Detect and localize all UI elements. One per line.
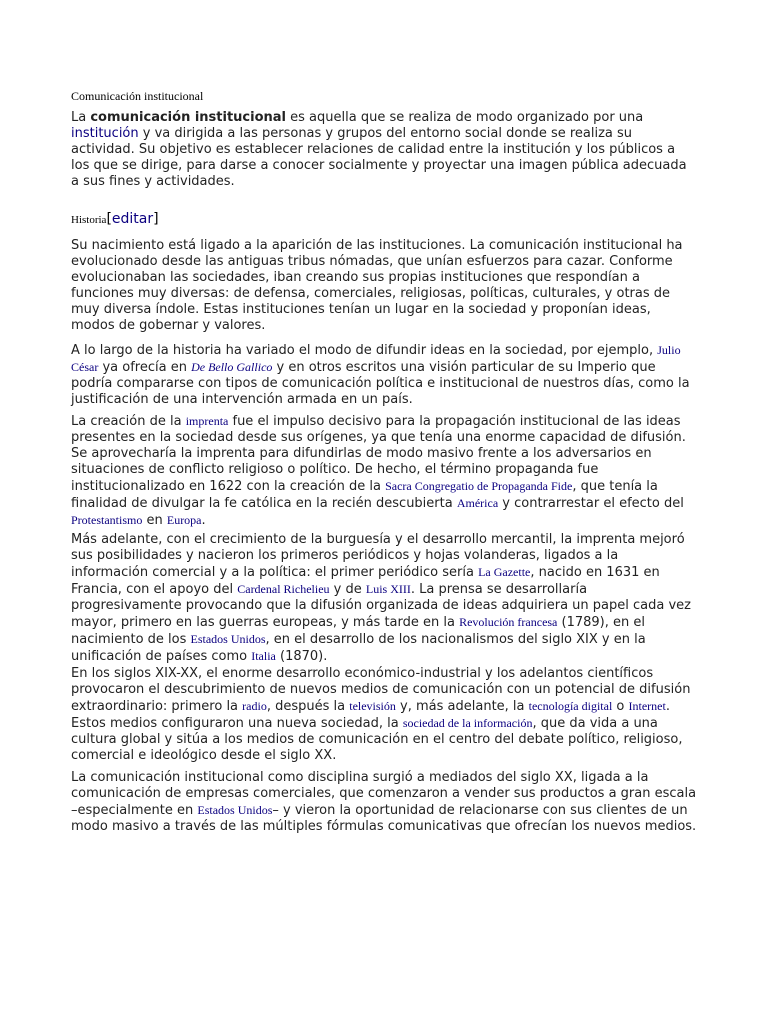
text: , que tenía la finalidad de divulgar la fe católica en la recién descubierta (71, 479, 658, 511)
link-luis-xiii[interactable]: Luis XIII (365, 582, 411, 596)
text: En los siglos XIX-XX, el enorme desarrollo económico-industrial y los adelantos científicos provocaron el descubrimiento de nuevos medios de comunicación con un potencial de difusión extraordinario: primero la (71, 666, 691, 714)
link-sociedad-de-la-informacion[interactable]: sociedad de la información (402, 716, 533, 730)
text: y va dirigida a las personas y grupos del entorno social donde se realiza su actividad. Su objetivo es establecer relaciones de calidad entre la institución y los públicos a los que se dirige, para darse a conocer socialmente y proyectar una imagen pública adecuada a sus fines y actividades. (71, 126, 687, 189)
link-tecnologia-digital[interactable]: tecnología digital (528, 699, 613, 713)
link-radio[interactable]: radio (242, 699, 267, 713)
text: La comunicación institucional como disciplina surgió a mediados del siglo XX, ligada a la comunicación de empresas comerciales, que comenzaron a vender sus productos a gran escala –especialmente en (71, 770, 697, 818)
text: La (71, 110, 91, 125)
document-title: Comunicación institucional (71, 89, 204, 103)
paragraph-3 (71, 413, 697, 529)
link-sacra-congregatio[interactable]: Sacra Congregatio de Propaganda Fide (385, 479, 573, 493)
text: Más adelante, con el crecimiento de la burguesía y el desarrollo mercantil, la imprenta mejoró sus posibilidades y nacieron los primeros periódicos y hojas volanderas, ligados a la información comercial y a la política: el primer periódico sería (71, 532, 685, 580)
paragraph-6 (71, 770, 697, 835)
link-la-gazette[interactable]: La Gazette (478, 565, 531, 579)
section-heading-historia (71, 211, 159, 227)
text: o (612, 699, 629, 714)
link-de-bello-gallico[interactable]: De Bello Gallico (191, 360, 273, 374)
text: . La prensa se desarrollaría progresivamente provocando que la difusión organizada de ideas adquiriera un papel cada vez mayor, primero en las guerras europeas, y más tarde en la (71, 582, 691, 630)
link-imprenta[interactable]: imprenta (185, 414, 229, 428)
text: (1789), en el nacimiento de los (71, 615, 645, 647)
link-italia[interactable]: Italia (251, 649, 276, 663)
link-revolucion-francesa[interactable]: Revolución francesa (459, 615, 558, 629)
text: es aquella que se realiza de modo organizado por una (286, 110, 644, 125)
text: y de (329, 582, 366, 597)
text: ya ofrecía en (98, 360, 192, 375)
link-internet[interactable]: Internet (628, 699, 666, 713)
text: y, más adelante, la (395, 699, 529, 714)
paragraph-1: Su nacimiento está ligado a la aparición de las instituciones. La comunicación institucional ha evolucionado desde las antiguas tribus nómadas, que unían esfuerzos para cazar. Conforme evolucionaban las sociedades, iban creando sus propias instituciones que respondían a funciones muy diversas: de defensa, comerciales, religiosas, políticas, culturales, y otras de muy diversa índole. Estas instituciones tenían un lugar en la sociedad y proponían ideas, modos de gobernar y valores. (71, 238, 683, 333)
paragraph-4 (71, 532, 697, 665)
text: A lo largo de la historia ha variado el modo de difundir ideas en la sociedad, por ejemplo, (71, 343, 658, 358)
text: , en el desarrollo de los nacionalismos del siglo XIX y en la unificación de países como (71, 632, 646, 664)
text: – y vieron la oportunidad de relacionarse con sus clientes de un modo masivo a través de las múltiples fórmulas comunicativas que ofrecían los nuevos medios. (71, 803, 697, 834)
paragraph-5 (71, 666, 697, 764)
intro-paragraph (71, 110, 697, 190)
text: , que da vida a una cultura global y sitúa a los medios de comunicación en el centro del debate político, religioso, comercial e ideológico desde el siglo XX. (71, 716, 683, 763)
link-julio-cesar[interactable]: Julio César (71, 343, 681, 374)
text: , nacido en 1631 en Francia, con el apoyo del (71, 565, 660, 597)
text: La creación de la (71, 414, 186, 429)
section-heading-label: Historia (71, 214, 107, 226)
link-protestantismo[interactable]: Protestantismo (71, 513, 143, 527)
link-television[interactable]: televisión (349, 699, 396, 713)
bracket-open: [ (106, 211, 112, 227)
text: . (201, 513, 206, 528)
link-institucion[interactable]: institución (71, 126, 139, 141)
text: . Estos medios configuraron una nueva sociedad, la (71, 699, 670, 731)
link-america[interactable]: América (456, 496, 499, 510)
text: fue el impulso decisivo para la propagación institucional de las ideas presentes en la sociedad desde sus orígenes, ya que tenía una enorme capacidad de difusión. Se aprovecharía la imprenta para difundirlas de modo masivo frente a los adversarios en situaciones de conflicto religioso o político. De hecho, el término propaganda fue institucionalizado en 1622 con la creación de la (71, 414, 686, 494)
text: y contrarrestar el efecto del (498, 496, 684, 511)
link-estados-unidos[interactable]: Estados Unidos (190, 632, 266, 646)
text: y en otros escritos una visión particular de su Imperio que podría compararse con tipos de comunicación política e institucional de nuestros días, como la justificación de una intervención armada en un país. (71, 360, 690, 407)
paragraph-2 (71, 342, 697, 408)
link-estados-unidos-2[interactable]: Estados Unidos (197, 803, 273, 817)
bold-term: comunicación institucional (90, 110, 287, 125)
text: (1870). (275, 649, 328, 664)
text: en (142, 513, 167, 528)
text: , después la (266, 699, 350, 714)
link-cardenal-richelieu[interactable]: Cardenal Richelieu (237, 582, 330, 596)
bracket-close: ] (153, 211, 159, 227)
edit-link[interactable]: editar (111, 211, 154, 227)
link-europa[interactable]: Europa (166, 513, 202, 527)
